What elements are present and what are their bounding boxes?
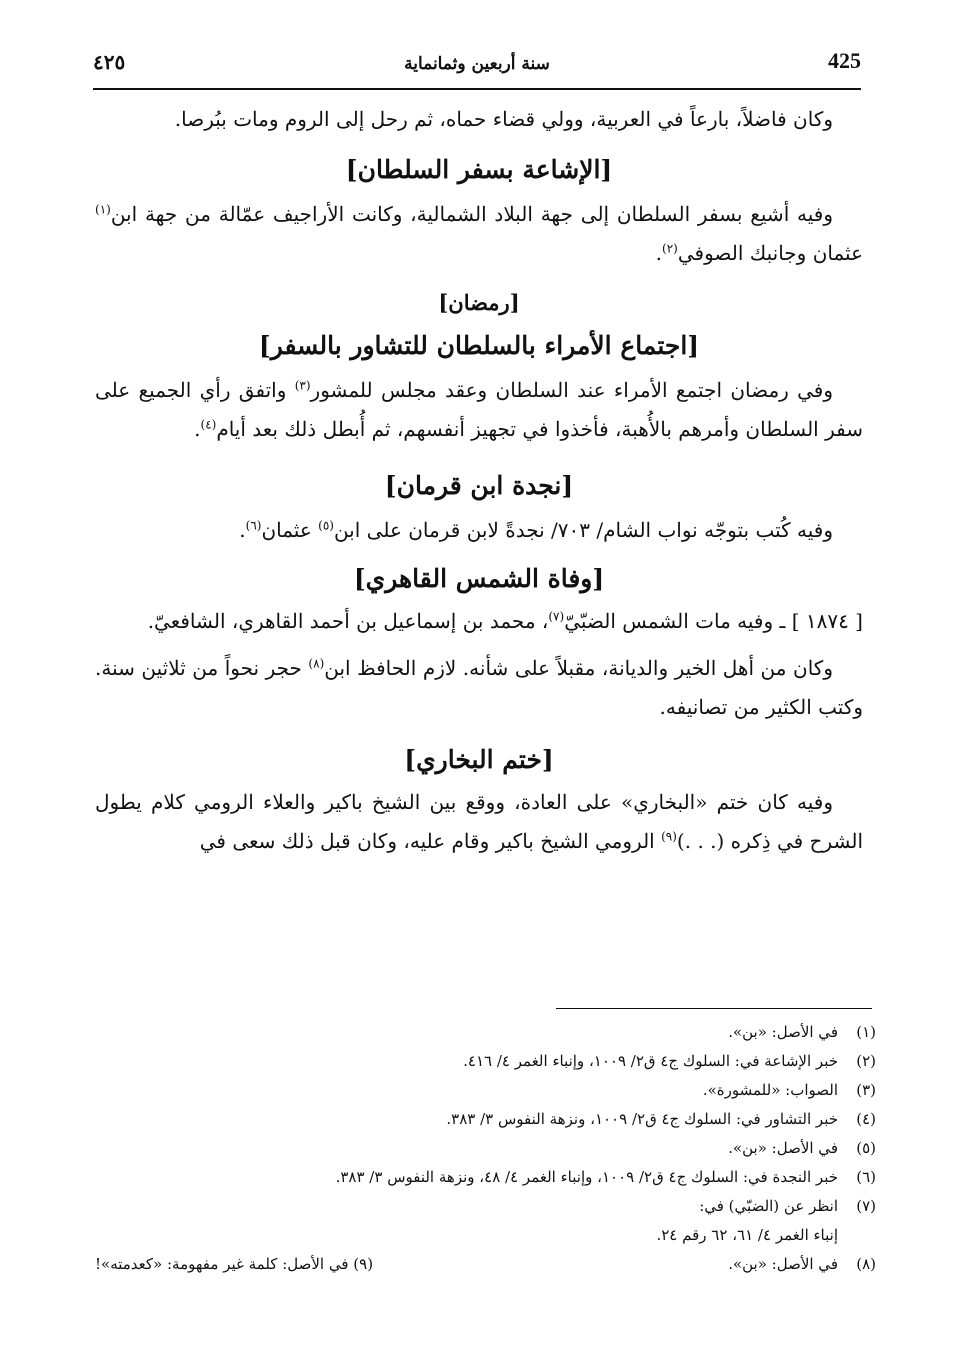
footnote-5: (٥)في الأصل: «بن».	[728, 1139, 876, 1157]
footnote-ref-9[interactable]: (٩)	[661, 829, 677, 844]
footnote-ref-4[interactable]: (٤)	[200, 417, 217, 432]
footnote-separator	[556, 1008, 872, 1009]
running-header	[93, 44, 861, 90]
footnote-ref-5[interactable]: (٥)	[318, 518, 334, 533]
paragraph-6: وكان من أهل الخير والديانة، مقبلاً على شأنه. لازم الحافظ ابن$^{(٨)}$ حجر نحواً من ثلاثين سنة. وكتب الكثير من تصانيفه.	[95, 656, 863, 719]
footnote-7: (٧)انظر عن (الضبّي) في:	[699, 1197, 876, 1215]
footnote-2: (٢)خبر الإشاعة في: السلوك ج٤ ق٢/ ١٠٠٩، وإنباء الغمر ٤/ ٤١٦.	[463, 1052, 876, 1070]
paragraph-1: وكان فاضلاً، بارعاً في العربية، وولي قضاء حماه، ثم رحل إلى الروم ومات ببُرصا.	[174, 107, 833, 131]
footnote-ref-1[interactable]: (١)	[95, 202, 111, 217]
heading-ijtimaa: [اجتماع الأمراء بالسلطان للتشاور بالسفر]	[258, 331, 700, 360]
running-title: سنة أربعين وثمانماية	[404, 54, 550, 74]
footnotes	[95, 1018, 876, 1279]
paragraph-3: وفي رمضان اجتمع الأمراء عند السلطان وعقد مجلس للمشور$^{(٣)}$ واتفق رأي الجميع على سفر السلطان وأمرهم بالأُهبة، فأخذوا في تجهيز أنفسهم، ثم أُبطل ذلك بعد أيام$^{(٤)}$.	[95, 378, 863, 441]
footnote-ref-7[interactable]: (٧)	[548, 609, 565, 624]
footnote-7-continued: إنباء الغمر ٤/ ٦١، ٦٢ رقم ٢٤.	[656, 1226, 838, 1244]
heading-wafat: [وفاة الشمس القاهري]	[353, 564, 605, 593]
footnote-8: (٨)في الأصل: «بن». (٩) في الأصل: كلمة غير مفهومة: «كعدمته»!	[95, 1250, 876, 1279]
heading-ramadan: [رمضان]	[438, 290, 520, 315]
paragraph-2: وفيه أشيع بسفر السلطان إلى جهة البلاد الشمالية، وكانت الأراجيف عمّالة من جهة ابن$^{(١)}$ عثمان وجانبك الصوفي$^{(٢)}$.	[95, 202, 863, 265]
page-number-arabic: ٤٢٥	[93, 50, 126, 74]
footnote-ref-8[interactable]: (٨)	[308, 656, 325, 671]
footnote-4: (٤)خبر التشاور في: السلوك ج٤ ق٢/ ١٠٠٩، ونزهة النفوس ٣/ ٣٨٣.	[446, 1110, 876, 1128]
heading-khatm: [ختم البخاري]	[404, 745, 554, 774]
footnote-3: (٣)الصواب: «للمشورة».	[702, 1081, 876, 1099]
footnote-ref-6[interactable]: (٦)	[245, 518, 262, 533]
paragraph-4: وفيه كُتب بتوجّه نواب الشام/ ٧٠٣/ نجدةً لابن قرمان على ابن$^{(٥)}$ عثمان$^{(٦)}$.	[239, 518, 833, 542]
heading-najda: [نجدة ابن قرمان]	[384, 471, 574, 500]
main-text	[95, 100, 863, 861]
paragraph-5: [ ١٨٧٤ ] ـ وفيه مات الشمس الضبّيّ$^{(٧)}$، محمد بن إسماعيل بن أحمد القاهري، الشافعيّ.	[147, 609, 863, 633]
footnote-ref-2[interactable]: (٢)	[662, 241, 678, 256]
footnote-ref-3[interactable]: (٣)	[294, 378, 311, 393]
footnote-1: (١)في الأصل: «بن».	[728, 1023, 876, 1041]
paragraph-7: وفيه كان ختم «البخاري» على العادة، ووقع بين الشيخ باكير والعلاء الرومي كلام يطول الشرح في ذِكره (. . .)$^{(٩)}$ الرومي الشيخ باكير وقام عليه، وكان قبل ذلك سعى في	[95, 790, 863, 853]
heading-ishaa: [الإشاعة بسفر السلطان]	[345, 155, 613, 184]
footnote-9: (٩) في الأصل: كلمة غير مفهومة: «كعدمته»!	[95, 1255, 374, 1273]
footnote-6: (٦)خبر النجدة في: السلوك ج٤ ق٢/ ١٠٠٩، وإنباء الغمر ٤/ ٤٨، ونزهة النفوس ٣/ ٣٨٣.	[335, 1168, 876, 1186]
page-number-latin: 425	[828, 48, 861, 73]
